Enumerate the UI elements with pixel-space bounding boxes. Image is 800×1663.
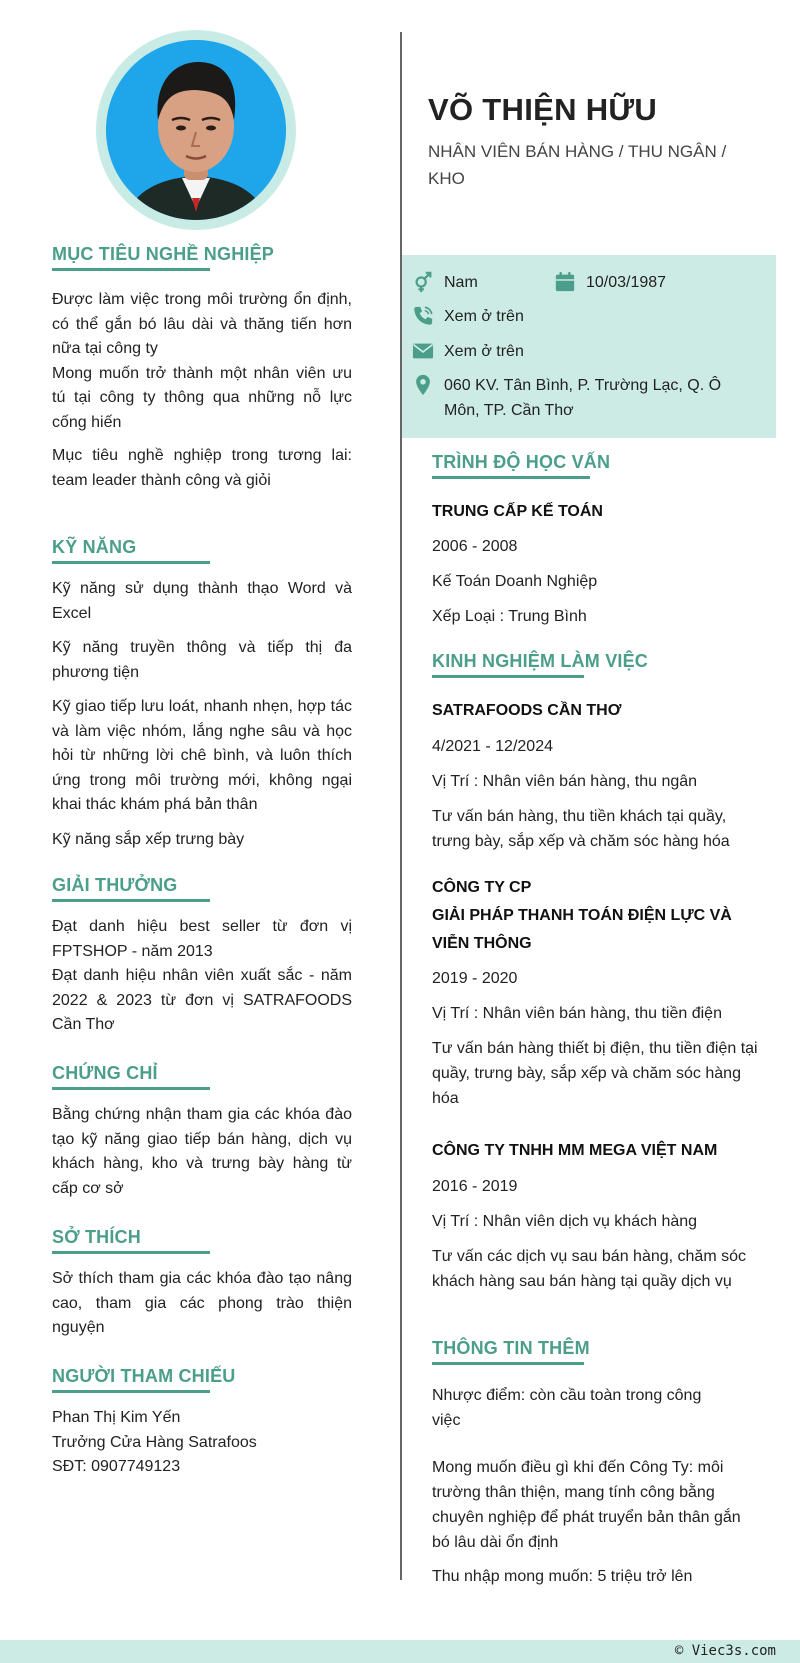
education-title: TRÌNH ĐỘ HỌC VẤN	[432, 452, 611, 472]
location-icon	[412, 374, 434, 396]
contact-phone	[412, 304, 524, 329]
additional-salary: Thu nhập mong muốn: 5 triệu trở lên	[432, 1568, 693, 1585]
avatar-photo	[106, 40, 286, 220]
certificate-item: Bằng chứng nhận tham gia các khóa đào tạo kỹ năng giao tiếp bán hàng, dịch vụ khách hàng, kho và trưng bày hàng từ cấp cơ sở	[52, 1106, 352, 1197]
skill-item: Kỹ năng sắp xếp trưng bày	[52, 830, 245, 848]
education-period: 2006 - 2008	[432, 538, 518, 555]
gender-value: Nam	[444, 274, 478, 291]
job-position: Vị Trí : Nhân viên bán hàng, thu tiền điện	[432, 1005, 722, 1022]
additional-expectation: Mong muốn điều gì khi đến Công Ty: môi trường thân thiện, mang tính công bằng chuyên nghiệp để phát truyển bản thân gắn bó lâu dài ổn định	[432, 1459, 741, 1551]
education-section	[432, 452, 762, 629]
award-item: Đạt danh hiệu best seller từ đơn vị FPTSHOP - năm 2013	[52, 918, 352, 960]
birthdate-value: 10/03/1987	[586, 274, 667, 291]
job-company: SATRAFOODS CẦN THƠ	[432, 702, 622, 719]
career-objective-p3: Mục tiêu nghề nghiệp trong tương lai: team leader thành công và giỏi	[52, 447, 352, 489]
hobbies-title: SỞ THÍCH	[52, 1227, 141, 1247]
hobby-item: Sở thích tham gia các khóa đào tạo nâng cao, tham gia các phong trào thiện nguyện	[52, 1270, 352, 1336]
career-objective-p1: Được làm việc trong môi trường ổn định, có thể gắn bó lâu dài và thăng tiến hơn nữa tại công ty	[52, 291, 352, 357]
job-description: Tư vấn bán hàng, thu tiền khách tại quầy, trưng bày, sắp xếp và chăm sóc hàng hóa	[432, 808, 730, 850]
job-company-detail: GIẢI PHÁP THANH TOÁN ĐIỆN LỰC VÀ VIỄN THÔNG	[432, 907, 732, 952]
career-objective-section	[52, 244, 352, 493]
skills-section	[52, 537, 352, 852]
additional-info-section	[432, 1338, 762, 1589]
job-period: 2016 - 2019	[432, 1178, 518, 1195]
section-underline	[52, 268, 210, 271]
footer-watermark: © Viec3s.com	[674, 1643, 776, 1659]
additional-info-title: THÔNG TIN THÊM	[432, 1338, 590, 1358]
footer-bar	[0, 1640, 800, 1663]
job-company: CÔNG TY TNHH MM MEGA VIỆT NAM	[432, 1142, 718, 1159]
job-period: 2019 - 2020	[432, 970, 518, 987]
address-value: 060 KV. Tân Bình, P. Trường Lạc, Q. Ô Môn, TP. Cần Thơ	[444, 377, 722, 419]
job-position: Vị Trí : Nhân viên bán hàng, thu ngân	[432, 773, 698, 790]
references-title: NGƯỜI THAM CHIẾU	[52, 1366, 236, 1386]
phone-value: Xem ở trên	[444, 308, 524, 325]
certificates-section	[52, 1063, 352, 1201]
job-description: Tư vấn các dịch vụ sau bán hàng, chăm sóc khách hàng sau bán hàng tại quầy dịch vụ	[432, 1248, 746, 1290]
skill-item: Kỹ năng sử dụng thành thạo Word và Excel	[52, 580, 352, 622]
gender-icon	[412, 271, 434, 293]
award-item: Đạt danh hiệu nhân viên xuất sắc - năm 2022 & 2023 từ đơn vị SATRAFOODS Cần Thơ	[52, 967, 352, 1033]
hobbies-section	[52, 1227, 352, 1341]
career-objective-p2: Mong muốn trở thành một nhân viên ưu tú tại công ty thông qua những nỗ lực cống hiến	[52, 364, 352, 431]
section-underline	[52, 561, 210, 564]
awards-section	[52, 875, 352, 1038]
job-company: CÔNG TY CP	[432, 879, 532, 896]
job-position: Vị Trí : Nhân viên dịch vụ khách hàng	[432, 1213, 698, 1230]
contact-panel	[402, 255, 776, 438]
right-column	[402, 0, 800, 1640]
reference-role: Trưởng Cửa Hàng Satrafoos	[52, 1433, 257, 1451]
section-underline	[432, 1362, 584, 1365]
email-value: Xem ở trên	[444, 343, 524, 360]
additional-weakness: Nhược điểm: còn cầu toàn trong công việc	[432, 1387, 702, 1429]
references-section	[52, 1366, 352, 1480]
career-objective-title: MỤC TIÊU NGHỀ NGHIỆP	[52, 244, 275, 264]
phone-icon	[412, 305, 434, 327]
experience-section	[432, 651, 762, 1294]
reference-phone: SĐT: 0907749123	[52, 1458, 181, 1475]
skill-item: Kỹ năng truyền thông và tiếp thị đa phương tiện	[52, 639, 352, 681]
section-underline	[52, 1390, 210, 1393]
contact-address	[412, 373, 742, 423]
contact-birthdate	[554, 270, 666, 295]
education-school: TRUNG CẤP KẾ TOÁN	[432, 503, 603, 520]
experience-title: KINH NGHIỆM LÀM VIỆC	[432, 651, 649, 671]
job-title: NHÂN VIÊN BÁN HÀNG / THU NGÂN / KHO	[428, 142, 727, 188]
candidate-name: VÕ THIỆN HỮU	[428, 92, 658, 127]
avatar	[96, 30, 296, 230]
job-period: 4/2021 - 12/2024	[432, 738, 553, 755]
section-underline	[52, 1087, 210, 1090]
person-photo-icon	[106, 40, 286, 220]
awards-title: GIẢI THƯỞNG	[52, 875, 178, 895]
job-description: Tư vấn bán hàng thiết bị điện, thu tiền điện tại quầy, trưng bày, sắp xếp và chăm sóc hàng hóa	[432, 1040, 758, 1107]
section-underline	[52, 1251, 210, 1254]
email-icon	[412, 340, 434, 362]
contact-email	[412, 339, 524, 364]
contact-gender	[412, 270, 478, 295]
skills-title: KỸ NĂNG	[52, 537, 137, 557]
section-underline	[432, 476, 590, 479]
education-grade: Xếp Loại : Trung Bình	[432, 608, 587, 625]
certificates-title: CHỨNG CHỈ	[52, 1063, 158, 1083]
section-underline	[52, 899, 210, 902]
left-column	[0, 0, 400, 1640]
education-major: Kế Toán Doanh Nghiệp	[432, 573, 598, 590]
section-underline	[432, 675, 584, 678]
calendar-icon	[554, 271, 576, 293]
skill-item: Kỹ giao tiếp lưu loát, nhanh nhẹn, hợp tác và làm việc nhóm, lắng nghe sâu và học hỏi từ những lời chê bình, và luôn thích ứng trong môi trường mới, không ngại khai thác khám phá bản thân	[52, 698, 352, 813]
reference-name: Phan Thị Kim Yến	[52, 1409, 181, 1426]
